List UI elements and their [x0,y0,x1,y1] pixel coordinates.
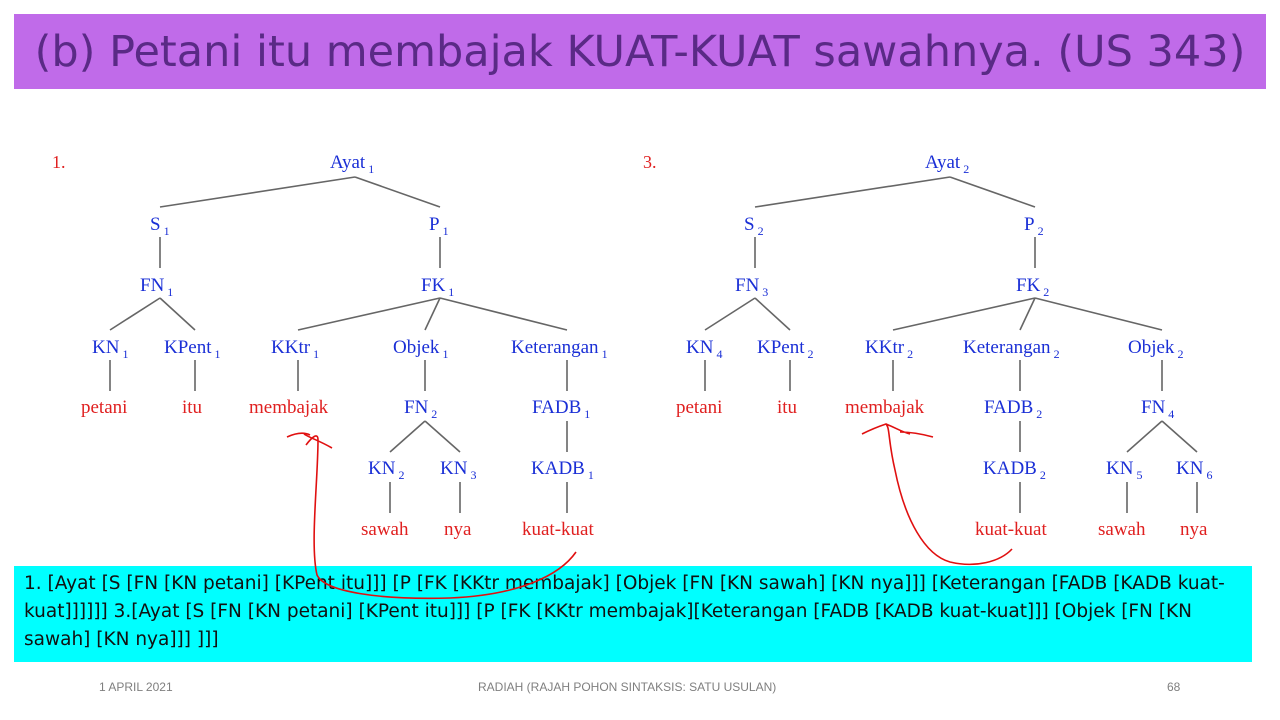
tree1-objek-node: Objek $_1$ [393,337,449,361]
tree1-word-itu: itu [182,397,203,418]
tree3-kktr-node: KKtr $_2$ [865,337,914,361]
footer-title: RADIAH (RAJAH POHON SINTAKSIS: SATU USULAN) [478,680,777,694]
tree1-kn-node: KN $_1$ [92,337,129,361]
tree3-word-sawah: sawah [1098,519,1146,540]
tree3-keterangan-node: Keterangan $_2$ [963,337,1060,361]
tree1-fadb-node: FADB $_1$ [532,397,591,421]
tree3-word-kuat-kuat: kuat-kuat [975,519,1047,540]
tree3-fn4-node: FN $_4$ [1141,397,1175,421]
tree3-ayat-node: Ayat $_2$ [925,152,970,176]
tree1-kadb-node: KADB $_1$ [531,458,594,482]
bracket-notation-box [14,566,1252,662]
tree3-kpent-node: KPent $_2$ [757,337,814,361]
tree3-kn6-node: KN $_6$ [1176,458,1213,482]
footer-date: 1 APRIL 2021 [99,680,173,694]
tree1-word-nya: nya [444,519,472,540]
tree1-s-node: S $_1$ [150,214,170,238]
tree3-fk-node: FK $_2$ [1016,275,1050,299]
tree3-kadb-node: KADB $_2$ [983,458,1046,482]
tree1-word-petani: petani [81,397,128,418]
footer-page-number: 68 [1167,680,1181,694]
tree1-kn3-node: KN $_3$ [440,458,477,482]
tree1-fk-node: FK $_1$ [421,275,455,299]
tree3-p-node: P $_2$ [1024,214,1044,238]
tree3-kn5-node: KN $_5$ [1106,458,1143,482]
tree1-kpent-node: KPent $_1$ [164,337,221,361]
tree3-fn-node: FN $_3$ [735,275,769,299]
tree1-fn-node: FN $_1$ [140,275,174,299]
bracket-notation-text: 1. [Ayat [S [FN [KN petani] [KPent itu]]] [P [FK [KKtr membajak] [Objek [FN [KN sawah] [KN nya]]] [Keterangan [FADB [KADB kuat-kuat]]]]]] 3.[Ayat [S [FN [KN petani] [KPent itu]]] [P [FK [KKtr membajak][Keterangan [FADB [KADB kuat-kuat]]] [Objek [FN [KN sawah] [KN nya]]] ]]] [24,573,1225,650]
tree3-objek-node: Objek $_2$ [1128,337,1184,361]
tree3-fadb-node: FADB $_2$ [984,397,1043,421]
tree3-word-itu: itu [777,397,798,418]
tree3-word-petani: petani [676,397,723,418]
tree1-word-membajak: membajak [249,397,329,418]
tree1-fn2-node: FN $_2$ [404,397,438,421]
tree3-kn-node: KN $_4$ [686,337,723,361]
tree3-s-node: S $_2$ [744,214,764,238]
tree1-ayat-node: Ayat $_1$ [330,152,375,176]
tree3-number: 3. [643,152,657,172]
tree1-kktr-node: KKtr $_1$ [271,337,320,361]
tree1-number: 1. [52,152,66,172]
tree1-kn2-node: KN $_2$ [368,458,405,482]
tree1-word-sawah: sawah [361,519,409,540]
tree3-word-membajak: membajak [845,397,925,418]
slide-title: (b) Petani itu membajak KUAT-KUAT sawahnya. (US 343) [34,26,1246,77]
tree1-p-node: P $_1$ [429,214,449,238]
tree1-word-kuat-kuat: kuat-kuat [522,519,594,540]
tree1-keterangan-node: Keterangan $_1$ [511,337,608,361]
tree3-word-nya: nya [1180,519,1208,540]
